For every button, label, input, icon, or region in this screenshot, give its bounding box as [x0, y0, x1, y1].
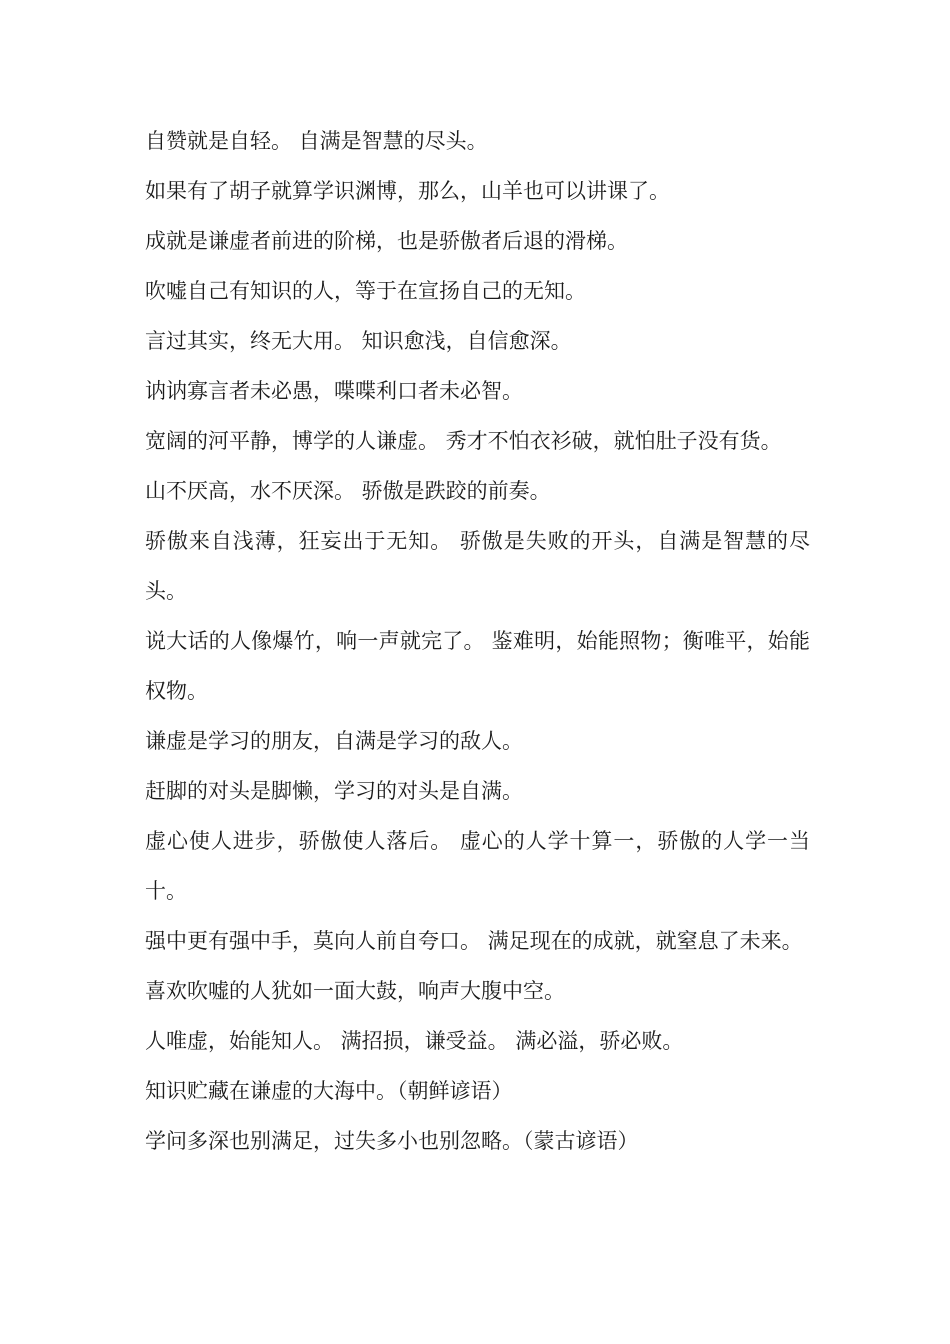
proverb-line: 骄傲来自浅薄，狂妄出于无知。 骄傲是失败的开头，自满是智慧的尽头。 [145, 529, 810, 603]
proverb-line: 喜欢吹嘘的人犹如一面大鼓，响声大腹中空。 [145, 979, 565, 1003]
proverb-line: 宽阔的河平静，博学的人谦虚。 秀才不怕衣衫破，就怕肚子没有货。 [145, 429, 782, 453]
proverb-line: 吹嘘自己有知识的人，等于在宣扬自己的无知。 [145, 279, 586, 303]
proverb-line: 自赞就是自轻。 自满是智慧的尽头。 [145, 129, 488, 153]
proverb-line: 人唯虚，始能知人。 满招损，谦受益。 满必溢，骄必败。 [145, 1029, 684, 1053]
proverb-line: 虚心使人进步，骄傲使人落后。 虚心的人学十算一，骄傲的人学一当十。 [145, 829, 810, 903]
proverb-line: 知识贮藏在谦虚的大海中。（朝鲜谚语） [145, 1079, 513, 1103]
proverb-line: 山不厌高，水不厌深。 骄傲是跌跤的前奏。 [145, 479, 551, 503]
proverb-line: 说大话的人像爆竹，响一声就完了。 鉴难明，始能照物；衡唯平，始能权物。 [145, 629, 810, 703]
proverb-line: 赶脚的对头是脚懒，学习的对头是自满。 [145, 779, 523, 803]
proverb-line: 谦虚是学习的朋友，自满是学习的敌人。 [145, 729, 523, 753]
proverb-line: 如果有了胡子就算学识渊博，那么，山羊也可以讲课了。 [145, 179, 670, 203]
proverb-line: 学问多深也别满足，过失多小也别忽略。（蒙古谚语） [145, 1129, 639, 1153]
proverb-line: 成就是谦虚者前进的阶梯，也是骄傲者后退的滑梯。 [145, 229, 628, 253]
proverb-line: 言过其实，终无大用。 知识愈浅，自信愈深。 [145, 329, 572, 353]
document-body [145, 116, 810, 1166]
proverb-line: 强中更有强中手，莫向人前自夸口。 满足现在的成就，就窒息了未来。 [145, 929, 803, 953]
proverb-line: 讷讷寡言者未必愚，喋喋利口者未必智。 [145, 379, 523, 403]
